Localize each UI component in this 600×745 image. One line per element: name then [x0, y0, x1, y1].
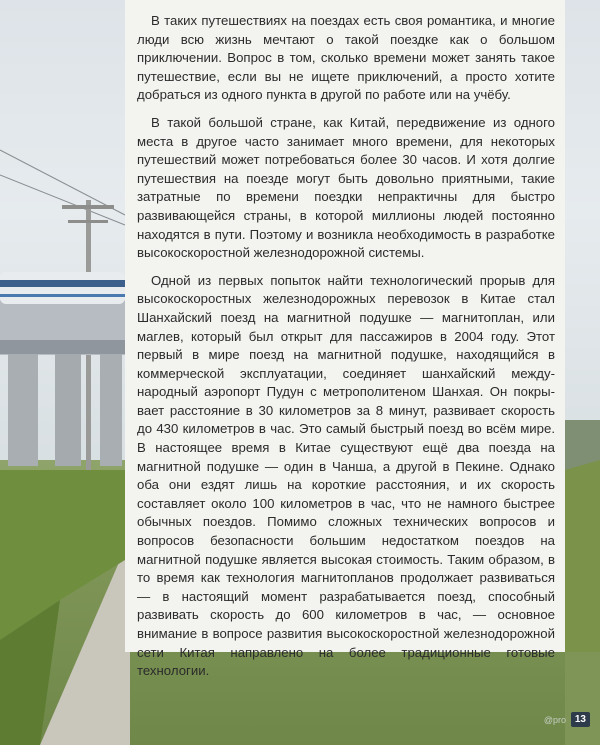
watermark: @pro — [543, 715, 566, 725]
article-paragraph-3: Одной из первых попыток найти технологический прорыв для высокоскоростных железнодорожных перевозок в Китае стал Шанхайский поезд на магнитной подушке — магнитоплан, или маглев, который был открыт для пассажиров в 2004 году. Этот первый в мире поезд на магнитной подушке, находящийся в коммерческой эксплуатации, соединяет шанхайский международный аэропорт Пудун с метрополитеном Шанхая. Он покрывает расстояние в 30 километров за 8 минут, развивает скорость до 430 километров в час. Это самый быстрый поезд во всём мире. В настоящее время в Китае существуют ещё два поезда на магнитной подушке — один в Чанша, а другой в Пекине. Однако оба они ездят лишь на короткие расстояния, и их скорость составляет около 100 километров в час, что не намного быстрее обычных поездов. Помимо сложных технических вопросов и вопросов безопасности большим недостатком поездов на магнитной подушке является высокая стоимость. Таким образом, в то время как технология магнитопланов продолжает развиваться — в настоящий момент разрабатывается поезд, способный развивать скорость до 600 километров в час, — основное внимание в вопросе развития высокоскоростной железнодорожной сети Китая направлено на более традиционные готовые технологии. — [137, 272, 555, 679]
maglev-train — [0, 272, 125, 304]
article-paragraph-2: В такой большой стране, как Китай, передвижение из одного места в другое часто занимает много времени, для некоторых путешествий может потребоваться более 30 часов. И хотя долгие путешествия на поезде могут быть довольно приятными, такие затратные по времени поездки непрактичны для быстро развивающейся страны, в которой миллионы людей постоянно находятся в пути. Поэтому и возникла необходимость в разработке высокоскоростной железнодорожной системы. — [137, 114, 555, 261]
article-text-panel — [125, 0, 565, 679]
page-number: 13 — [571, 712, 590, 727]
article-paragraph-1: В таких путешествиях на поездах есть своя романтика, и многие люди всю жизнь мечтают о такой поездке как о большом приключении. Вопрос в том, сколько времени может занять такое путешествие, если вы не ищете приключений, а просто хотите добраться из одного пункта в другой по работе или на учёбу. — [137, 13, 555, 103]
